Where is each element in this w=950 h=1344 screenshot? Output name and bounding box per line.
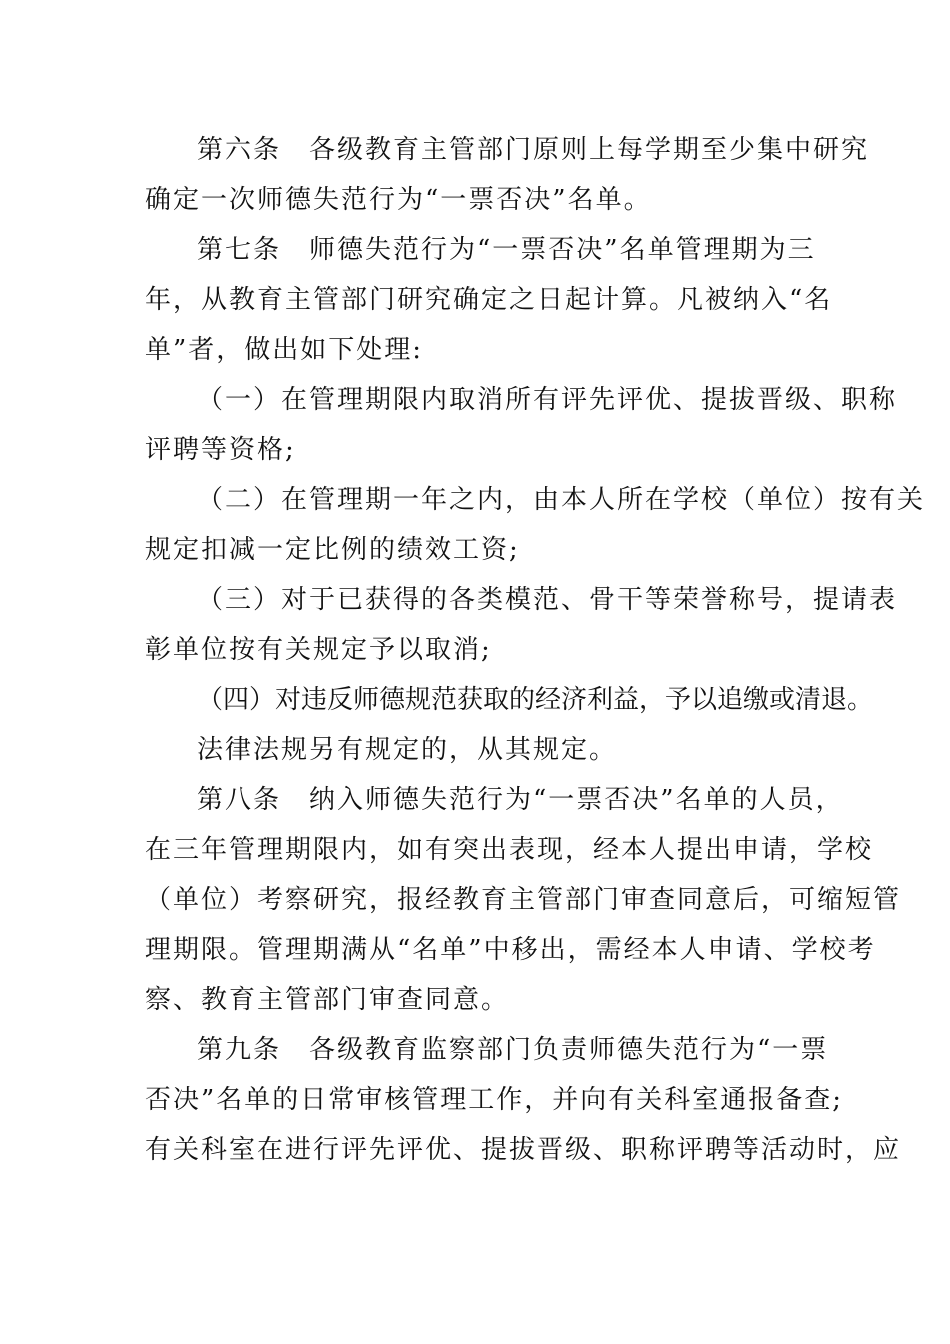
text-line: 年，从教育主管部门研究确定之日起计算。凡被纳入“名 [145,285,833,315]
text-line: 第六条 各级教育主管部门原则上每学期至少集中研究 [197,135,870,165]
text-line: （二）在管理期一年之内，由本人所在学校（单位）按有关 [197,485,926,515]
text-line: 规定扣减一定比例的绩效工资; [145,535,520,565]
text-line: 第九条 各级教育监察部门负责师德失范行为“一票 [197,1035,829,1065]
text-line: 确定一次师德失范行为“一票否决”名单。 [145,185,652,215]
text-line: 察、教育主管部门审查同意。 [145,985,510,1015]
text-line: 第七条 师德失范行为“一票否决”名单管理期为三 [197,235,816,265]
text-line: 在三年管理期限内，如有突出表现，经本人提出申请，学校 [145,835,874,865]
text-line: 有关科室在进行评先评优、提拔晋级、职称评聘等活动时，应 [145,1135,902,1165]
text-line: （三）对于已获得的各类模范、骨干等荣誉称号，提请表 [197,585,898,615]
text-line: 否决”名单的日常审核管理工作，并向有关科室通报备查; [145,1085,844,1115]
text-line: 理期限。管理期满从“名单”中移出，需经本人申请、学校考 [145,935,876,965]
text-line: 法律法规另有规定的，从其规定。 [197,735,618,765]
text-line: 第八条 纳入师德失范行为“一票否决”名单的人员， [197,785,844,815]
text-line: 彰单位按有关规定予以取消; [145,635,492,665]
text-line: 单”者，做出如下处理: [145,335,424,365]
text-line: （单位）考察研究，报经教育主管部门审查同意后，可缩短管 [145,885,902,915]
text-line: （四）对违反师德规范获取的经济利益，予以追缴或清退。 [197,685,874,715]
text-line: 评聘等资格; [145,435,296,465]
text-line: （一）在管理期限内取消所有评先评优、提拔晋级、职称 [197,385,898,415]
